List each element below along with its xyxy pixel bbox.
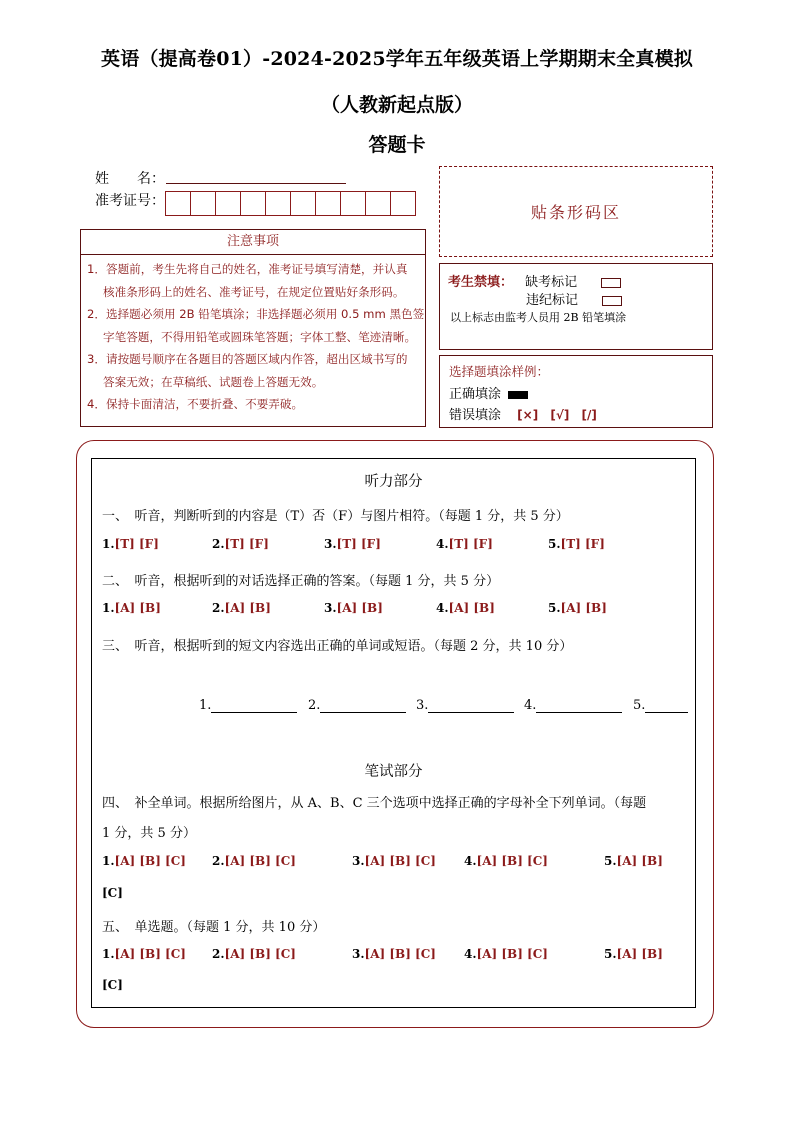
answer-item[interactable]: 5.[A] [B] — [604, 854, 663, 868]
fill-sample-heading: 选择题填涂样例： — [449, 364, 550, 379]
answer-item[interactable]: 1.[A] [B] [C] — [102, 947, 186, 961]
answer-item[interactable]: 3.[A] [B] [C] — [352, 947, 436, 961]
answer-item[interactable]: 4.[A] [B] [C] — [464, 947, 548, 961]
answer-item[interactable]: 4.[A] [B] — [436, 601, 495, 615]
barcode-label: 贴条形码区 — [530, 203, 621, 222]
card-subtitle: （人教新起点版） — [320, 94, 473, 116]
notice-text: 答案无效；在草稿纸、试题卷上答题无效。 — [103, 374, 324, 389]
blank-answer[interactable]: 1. — [199, 698, 297, 713]
exam-id-digit-box[interactable] — [265, 191, 291, 216]
question-3-title: 三、 听音，根据听到的短文内容选出正确的单词或短语。（每题 2 分，共 10 分） — [102, 639, 573, 654]
correct-fill-mark — [508, 391, 528, 399]
writing-section-title: 笔试部分 — [364, 764, 423, 780]
answer-item[interactable]: 5.[T] [F] — [548, 537, 605, 551]
answer-item[interactable]: 4.[T] [F] — [436, 537, 493, 551]
exam-id-boxes — [165, 191, 416, 216]
wrong-fill-mark: [×] — [517, 408, 539, 422]
notice-item — [81, 303, 425, 348]
exam-id-digit-box[interactable] — [240, 191, 266, 216]
exam-id-digit-box[interactable] — [365, 191, 391, 216]
question-1-title: 一、 听音，判断听到的内容是（T）否（F）与图片相符。（每题 1 分，共 5 分） — [102, 509, 569, 524]
wrong-fill-mark: [√] — [550, 408, 570, 422]
notice-text: 字笔答题，不得用铅笔或圆珠笔答题；字体工整、笔迹清晰。 — [103, 329, 417, 344]
answer-item-wrap[interactable]: [C] — [102, 886, 123, 900]
blank-answer[interactable]: 2. — [308, 698, 406, 713]
violation-mark-box[interactable] — [602, 296, 622, 306]
answer-item[interactable]: 4.[A] [B] [C] — [464, 854, 548, 868]
answer-item[interactable]: 2.[A] [B] [C] — [212, 854, 296, 868]
exam-id-digit-box[interactable] — [290, 191, 316, 216]
examiner-only-box — [439, 263, 713, 350]
violation-mark-label: 违纪标记 — [526, 293, 579, 308]
answer-item[interactable]: 5.[A] [B] — [548, 601, 607, 615]
answer-item[interactable]: 3.[A] [B] — [324, 601, 383, 615]
answer-item-wrap[interactable]: [C] — [102, 978, 123, 992]
blank-answer[interactable]: 5. — [633, 698, 688, 713]
examiner-only-label: 考生禁填： — [448, 275, 514, 290]
card-title: 英语（提高卷01）-2024-2025学年五年级英语上学期期末全真模拟 — [101, 48, 693, 70]
answer-item[interactable]: 1.[A] [B] [C] — [102, 854, 186, 868]
answer-item[interactable]: 2.[A] [B] [C] — [212, 947, 296, 961]
notice-text: 4．保持卡面清洁，不要折叠、不要弄破。 — [87, 397, 304, 411]
notice-text: 3．请按题号顺序在各题目的答题区域内作答，超出区域书写的 — [87, 352, 408, 366]
notice-text: 1．答题前，考生先将自己的姓名，准考证号填写清楚，并认真 — [87, 262, 408, 276]
correct-fill-label: 正确填涂 — [449, 387, 502, 402]
exam-id-digit-box[interactable] — [215, 191, 241, 216]
absent-mark-label: 缺考标记 — [525, 275, 578, 290]
name-field[interactable] — [166, 183, 346, 184]
exam-id-digit-box[interactable] — [190, 191, 216, 216]
absent-mark-box[interactable] — [601, 278, 621, 288]
answer-item[interactable]: 2.[A] [B] — [212, 601, 271, 615]
exam-id-digit-box[interactable] — [340, 191, 366, 216]
exam-id-label: 准考证号： — [95, 193, 165, 209]
notice-item — [81, 258, 425, 303]
answer-item[interactable]: 3.[T] [F] — [324, 537, 381, 551]
question-2-options — [102, 601, 692, 617]
barcode-area — [439, 166, 713, 257]
examiner-note: 以上标志由监考人员用 2B 铅笔填涂 — [450, 311, 627, 324]
exam-id-digit-box[interactable] — [390, 191, 416, 216]
notice-heading: 注意事项 — [81, 230, 425, 255]
question-4-title: 四、 补全单词。根据所给图片，从 A、B、C 三个选项中选择正确的字母补全下列单词。（每题 — [102, 796, 647, 811]
notice-text: 核准条形码上的姓名、准考证号，在规定位置贴好条形码。 — [103, 284, 405, 299]
answer-item[interactable]: 3.[A] [B] [C] — [352, 854, 436, 868]
blank-answer[interactable]: 4. — [524, 698, 622, 713]
notice-item — [81, 393, 425, 416]
blank-answer[interactable]: 3. — [416, 698, 514, 713]
question-5-options — [102, 947, 692, 963]
question-5-title: 五、 单选题。（每题 1 分，共 10 分） — [102, 920, 326, 935]
fill-sample-box — [439, 355, 713, 428]
listening-section-title: 听力部分 — [364, 474, 423, 490]
wrong-fill-mark: [/] — [581, 408, 597, 422]
question-4-title-cont: 1 分，共 5 分） — [102, 826, 196, 841]
name-label: 姓 名： — [95, 171, 165, 187]
answer-item[interactable]: 1.[T] [F] — [102, 537, 159, 551]
notice-item — [81, 348, 425, 393]
notice-text: 2．选择题必须用 2B 铅笔填涂；非选择题必须用 0.5 mm 黑色签 — [87, 307, 425, 321]
answer-item[interactable]: 1.[A] [B] — [102, 601, 161, 615]
question-1-options — [102, 537, 692, 553]
answer-item[interactable]: 5.[A] [B] — [604, 947, 663, 961]
notice-box — [80, 229, 426, 427]
wrong-fill-label: 错误填涂 — [449, 408, 502, 423]
card-heading: 答题卡 — [368, 134, 426, 156]
exam-id-digit-box[interactable] — [315, 191, 341, 216]
question-2-title: 二、 听音，根据听到的对话选择正确的答案。（每题 1 分，共 5 分） — [102, 574, 500, 589]
answer-item[interactable]: 2.[T] [F] — [212, 537, 269, 551]
exam-id-digit-box[interactable] — [165, 191, 191, 216]
question-4-options — [102, 854, 692, 870]
